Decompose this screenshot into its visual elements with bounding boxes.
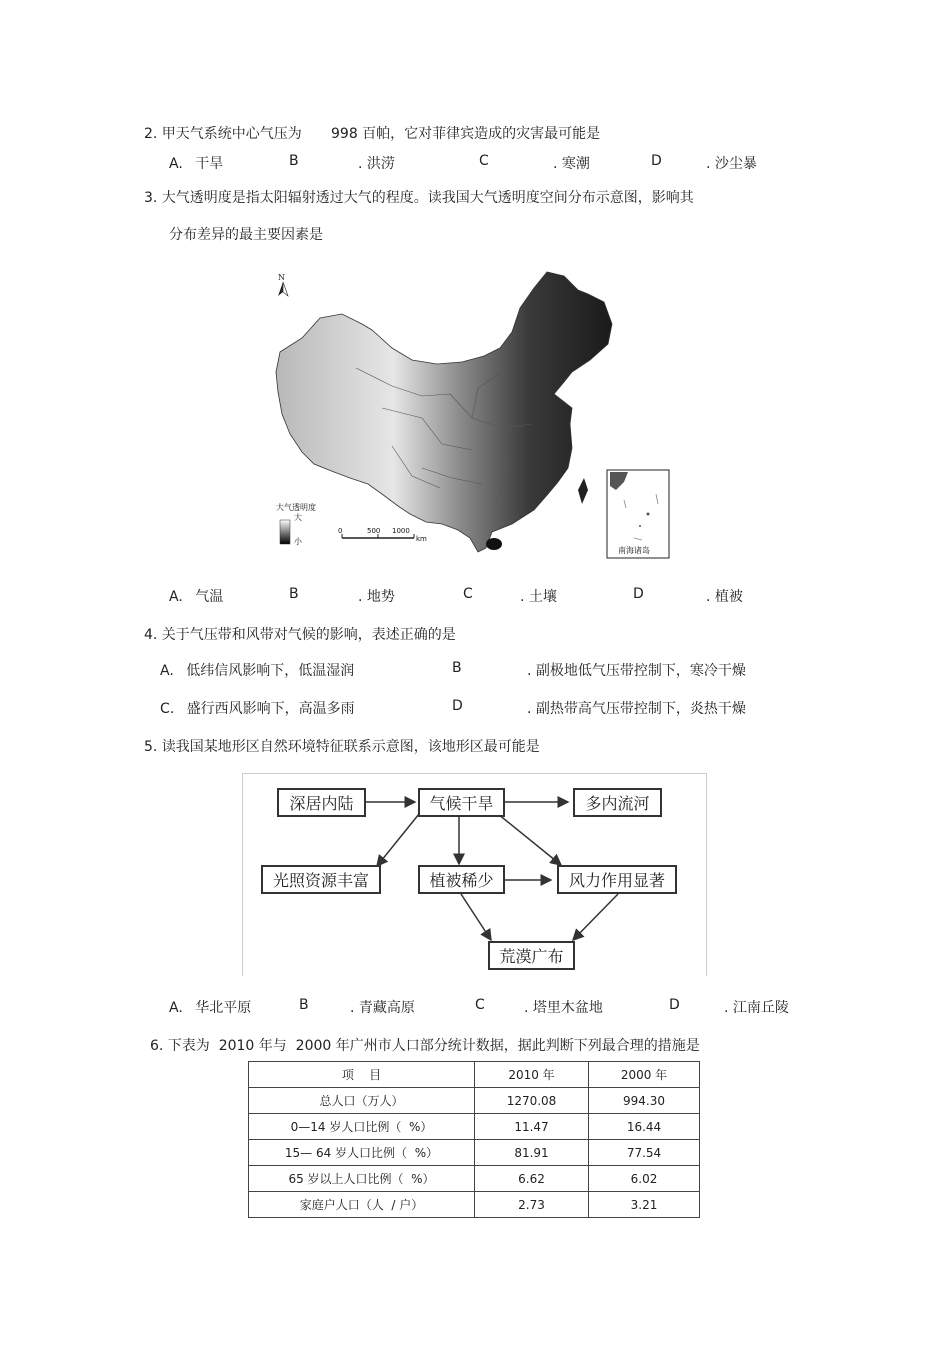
- legend-title: 大气透明度: [276, 503, 316, 512]
- china-mainland-shape: [276, 272, 612, 552]
- q3-option-c-letter[interactable]: C: [463, 586, 473, 602]
- table-cell-label: 家庭户人口（人 / 户）: [249, 1192, 475, 1218]
- q2-option-d-text[interactable]: . 沙尘暴: [706, 156, 757, 172]
- q5-option-b-letter[interactable]: B: [299, 997, 309, 1013]
- table-cell-2010: 6.62: [475, 1166, 589, 1192]
- table-row: [249, 1114, 700, 1140]
- q2-option-b-text[interactable]: . 洪涝: [358, 156, 395, 172]
- table-cell-2010: 2.73: [475, 1192, 589, 1218]
- table-row: [249, 1166, 700, 1192]
- q3-option-a-letter: A.: [169, 589, 183, 605]
- legend-color-bar: [280, 520, 290, 544]
- taiwan-shape: [578, 478, 588, 504]
- q2-option-d-letter[interactable]: D: [651, 153, 662, 169]
- table-header-item: 项 目: [249, 1062, 475, 1088]
- atmospheric-transparency-map: [272, 268, 672, 560]
- q4-option-d-text[interactable]: . 副热带高气压带控制下，炎热干燥: [527, 701, 746, 717]
- legend-low-label: 小: [294, 537, 302, 546]
- table-header-2000: 2000 年: [589, 1062, 700, 1088]
- table-row: [249, 1192, 700, 1218]
- diagram-box-inland: 深居内陆: [277, 788, 366, 817]
- hainan-shape: [486, 538, 502, 550]
- table-cell-2000: 77.54: [589, 1140, 700, 1166]
- q3-option-c-text[interactable]: . 土壤: [520, 589, 557, 605]
- north-label: N: [278, 273, 285, 282]
- q5-option-b-text[interactable]: . 青藏高原: [350, 1000, 415, 1016]
- q5-option-a[interactable]: [169, 997, 251, 1017]
- q2-stem-b: 998 百帕，它对菲律宾造成的灾害最可能是: [331, 126, 601, 142]
- table-header-row: [249, 1062, 700, 1088]
- q5-option-c-letter[interactable]: C: [475, 997, 485, 1013]
- table-row: [249, 1140, 700, 1166]
- table-cell-2000: 3.21: [589, 1192, 700, 1218]
- q4-option-a[interactable]: [160, 660, 354, 680]
- inset-label: 南海诸岛: [618, 546, 650, 555]
- q3-option-a-text: 气温: [195, 589, 224, 605]
- table-cell-label: 15— 64 岁人口比例（ %）: [249, 1140, 475, 1166]
- table-row: [249, 1088, 700, 1114]
- table-header-2010: 2010 年: [475, 1062, 589, 1088]
- q5-option-a-text: 华北平原: [195, 1000, 252, 1016]
- diagram-box-inland-rivers: 多内流河: [573, 788, 662, 817]
- diagram-box-sunlight: 光照资源丰富: [261, 865, 381, 894]
- diagram-box-desert: 荒漠广布: [488, 941, 575, 970]
- q4-stem: 4. 关于气压带和风带对气候的影响，表述正确的是: [144, 627, 456, 643]
- q5-stem: 5. 读我国某地形区自然环境特征联系示意图，该地形区最可能是: [144, 739, 540, 755]
- diagram-box-arid-climate: 气候干旱: [418, 788, 505, 817]
- legend-high-label: 大: [294, 513, 302, 522]
- q5-option-c-text[interactable]: . 塔里木盆地: [524, 1000, 603, 1016]
- china-map-svg: [272, 268, 672, 560]
- scale-tick-1000: 1000: [392, 527, 410, 535]
- q5-option-d-text[interactable]: . 江南丘陵: [724, 1000, 789, 1016]
- diagram-box-wind-action: 风力作用显著: [557, 865, 677, 894]
- diagram-box-sparse-vegetation: 植被稀少: [418, 865, 505, 894]
- q4-option-b-letter[interactable]: B: [452, 660, 462, 676]
- q2-option-a[interactable]: [169, 153, 223, 173]
- table-cell-label: 0—14 岁人口比例（ %）: [249, 1114, 475, 1140]
- q3-option-b-letter[interactable]: B: [289, 586, 299, 602]
- q5-option-a-letter: A.: [169, 1000, 183, 1016]
- table-cell-label: 65 岁以上人口比例（ %）: [249, 1166, 475, 1192]
- table-cell-2000: 16.44: [589, 1114, 700, 1140]
- q4-option-c-letter: C.: [160, 701, 175, 717]
- q6-stem: 6. 下表为 2010 年与 2000 年广州市人口部分统计数据，据此判断下列最合理的措施是: [150, 1038, 700, 1054]
- scale-tick-0: 0: [338, 527, 343, 535]
- north-arrow-icon: [278, 282, 283, 296]
- q3-option-b-text[interactable]: . 地势: [358, 589, 395, 605]
- q4-option-b-text[interactable]: . 副极地低气压带控制下，寒冷干燥: [527, 663, 746, 679]
- scale-tick-500: 500: [367, 527, 381, 535]
- q2-option-c-text[interactable]: . 寒潮: [553, 156, 590, 172]
- scale-unit: km: [416, 535, 427, 543]
- q3-option-d-text[interactable]: . 植被: [706, 589, 743, 605]
- table-cell-2010: 11.47: [475, 1114, 589, 1140]
- environment-diagram: [242, 773, 707, 976]
- q2-option-c-letter[interactable]: C: [479, 153, 489, 169]
- q3-stem-line2: 分布差异的最主要因素是: [169, 227, 323, 243]
- population-table: [248, 1061, 700, 1218]
- q4-option-d-letter[interactable]: D: [452, 698, 463, 714]
- table-cell-2000: 994.30: [589, 1088, 700, 1114]
- q3-option-d-letter[interactable]: D: [633, 586, 644, 602]
- q4-option-a-letter: A.: [160, 663, 174, 679]
- q3-stem-line1: 3. 大气透明度是指太阳辐射透过大气的程度。读我国大气透明度空间分布示意图，影响其: [144, 190, 694, 206]
- q2-option-a-letter: A.: [169, 156, 183, 172]
- q5-option-d-letter[interactable]: D: [669, 997, 680, 1013]
- table-cell-2010: 81.91: [475, 1140, 589, 1166]
- table-cell-label: 总人口（万人）: [249, 1088, 475, 1114]
- q2-stem-a: 2. 甲天气系统中心气压为: [144, 126, 302, 142]
- q2-option-b-letter[interactable]: B: [289, 153, 299, 169]
- table-cell-2000: 6.02: [589, 1166, 700, 1192]
- q4-option-a-text: 低纬信风影响下，低温湿润: [186, 663, 355, 679]
- q3-option-a[interactable]: [169, 586, 223, 606]
- q4-option-c-text: 盛行西风影响下，高温多雨: [186, 701, 355, 717]
- table-cell-2010: 1270.08: [475, 1088, 589, 1114]
- q2-option-a-text: 干旱: [195, 156, 224, 172]
- q4-option-c[interactable]: [160, 698, 355, 718]
